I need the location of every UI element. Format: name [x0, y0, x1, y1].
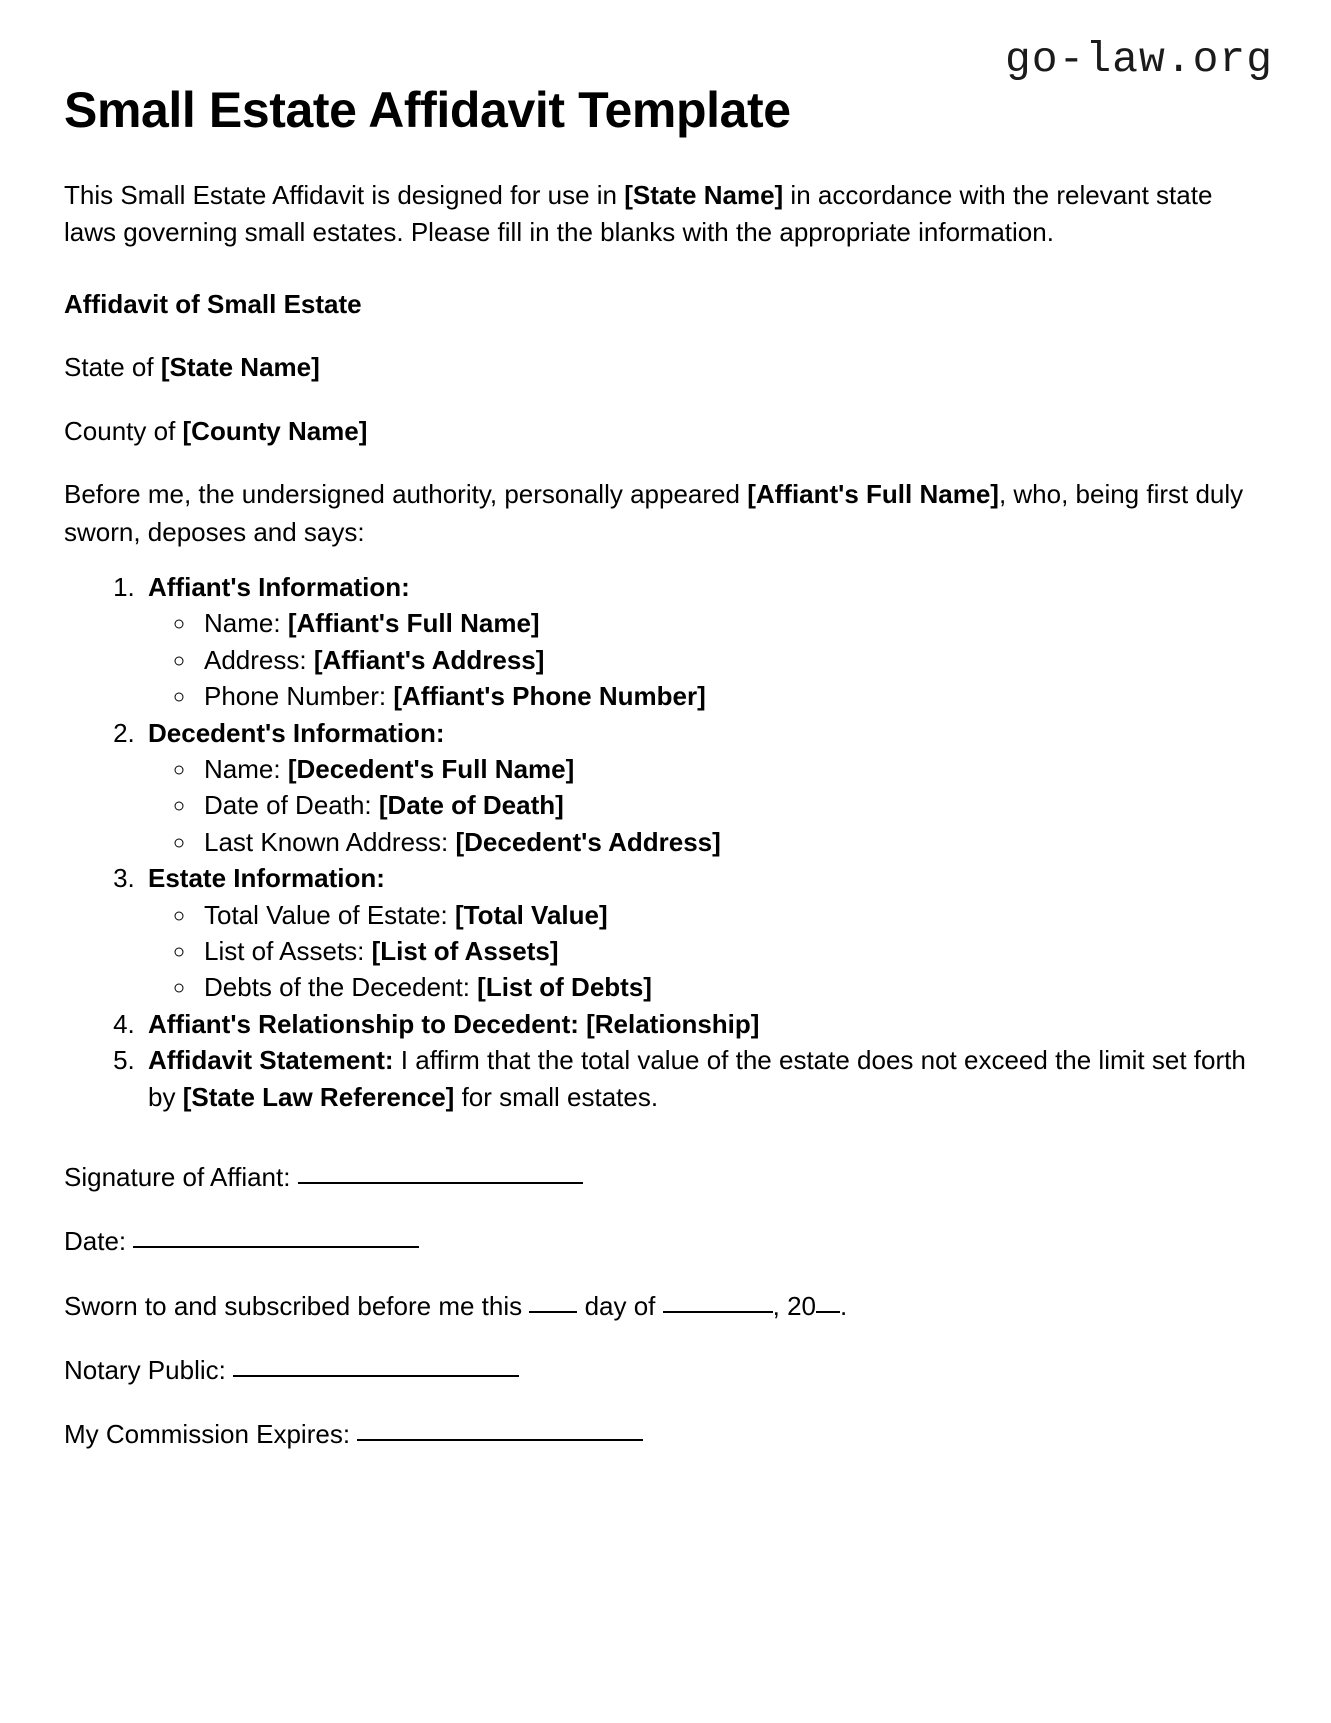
affidavit-items-list [64, 569, 1267, 1115]
list-item [198, 678, 1267, 714]
intro-text-part2: in accordance with the relevant state laws governing small estates. Please fill in the blanks with the appropriate information. [64, 180, 1213, 248]
list-item [198, 897, 1267, 933]
sub-list [148, 751, 1267, 860]
day-blank[interactable] [529, 1311, 577, 1313]
signature-blank[interactable] [298, 1182, 583, 1184]
intro-state-placeholder: [State Name] [624, 180, 784, 210]
state-label: State of [64, 352, 161, 383]
list-item [142, 860, 1267, 1006]
page-title: Small Estate Affidavit Template [64, 82, 791, 138]
date-line [64, 1195, 1267, 1259]
subitem-value: [Total Value] [455, 899, 608, 930]
subitem-value: [Affiant's Full Name] [287, 608, 540, 639]
list-item [142, 1042, 1267, 1115]
list-item [198, 969, 1267, 1005]
list-item [142, 715, 1267, 861]
subitem-label: Address: [204, 644, 314, 675]
item-heading: Affiant's Relationship to Decedent: [Relationship] [148, 1008, 760, 1039]
list-item [198, 642, 1267, 678]
list-item [142, 569, 1267, 715]
subitem-label: Date of Death: [204, 790, 379, 821]
subitem-label: List of Assets: [204, 935, 372, 966]
subitem-value: [Affiant's Address] [313, 644, 545, 675]
list-item [198, 933, 1267, 969]
subitem-value: [Date of Death] [378, 790, 564, 821]
signature-of-affiant-label: Signature of Affiant: [64, 1161, 298, 1192]
preamble-part1: Before me, the undersigned authority, personally appeared [64, 479, 748, 510]
subitem-value: [List of Assets] [371, 935, 559, 966]
subitem-label: Phone Number: [204, 681, 394, 712]
state-value: [State Name] [160, 352, 320, 383]
county-label: County of [64, 415, 183, 446]
section-heading: Affidavit of Small Estate [64, 288, 362, 319]
sworn-part4: . [840, 1290, 848, 1321]
sub-list [148, 605, 1267, 714]
item-heading: Estate Information: [148, 863, 385, 894]
date-blank[interactable] [133, 1246, 419, 1248]
sworn-statement-line [64, 1260, 1267, 1324]
notary-blank[interactable] [233, 1375, 519, 1377]
statement-part1: I affirm that the total value of the estate does not exceed the limit set forth by [148, 1045, 1246, 1112]
list-item [142, 1006, 1267, 1042]
preamble-part2: , who, being first duly sworn, deposes and says: [64, 479, 1244, 547]
subitem-label: Last Known Address: [204, 826, 456, 857]
county-value: [County Name] [182, 415, 368, 446]
commission-expires-label: My Commission Expires: [64, 1419, 358, 1450]
preamble-affiant-placeholder: [Affiant's Full Name] [747, 479, 999, 510]
state-line [64, 323, 1267, 386]
preamble-paragraph [64, 450, 1267, 551]
year-blank[interactable] [816, 1311, 840, 1313]
subitem-label: Name: [204, 754, 288, 785]
sworn-part1: Sworn to and subscribed before me this [64, 1290, 530, 1321]
subitem-value: [Decedent's Full Name] [287, 754, 575, 785]
signature-block [64, 1115, 1267, 1453]
statement-law-placeholder: [State Law Reference] [182, 1081, 455, 1112]
subitem-value: [Decedent's Address] [455, 826, 721, 857]
commission-blank[interactable] [357, 1439, 643, 1441]
notary-public-label: Notary Public: [64, 1355, 234, 1386]
list-item [198, 605, 1267, 641]
sworn-part3: , 20 [772, 1290, 817, 1321]
item-heading: Decedent's Information: [148, 717, 445, 748]
subitem-value: [List of Debts] [477, 972, 652, 1003]
subitem-label: Total Value of Estate: [204, 899, 455, 930]
subitem-label: Name: [204, 608, 288, 639]
sworn-part2: day of [577, 1290, 663, 1321]
commission-expires-line [64, 1388, 1267, 1452]
month-blank[interactable] [663, 1311, 773, 1313]
sub-list [148, 897, 1267, 1006]
subitem-label: Debts of the Decedent: [204, 972, 478, 1003]
item-heading: Affidavit Statement: [148, 1045, 394, 1076]
list-item [198, 751, 1267, 787]
statement-part2: for small estates. [454, 1081, 659, 1112]
county-line [64, 387, 1267, 450]
intro-paragraph [64, 139, 1267, 252]
list-item [198, 824, 1267, 860]
signature-of-affiant-line [64, 1131, 1267, 1195]
intro-text-part1: This Small Estate Affidavit is designed for use in [64, 180, 625, 210]
item-heading: Affiant's Information: [148, 572, 410, 603]
subitem-value: [Affiant's Phone Number] [393, 681, 706, 712]
list-item [198, 787, 1267, 823]
site-watermark: go-law.org [1004, 35, 1273, 84]
date-label: Date: [64, 1226, 134, 1257]
notary-public-line [64, 1324, 1267, 1388]
